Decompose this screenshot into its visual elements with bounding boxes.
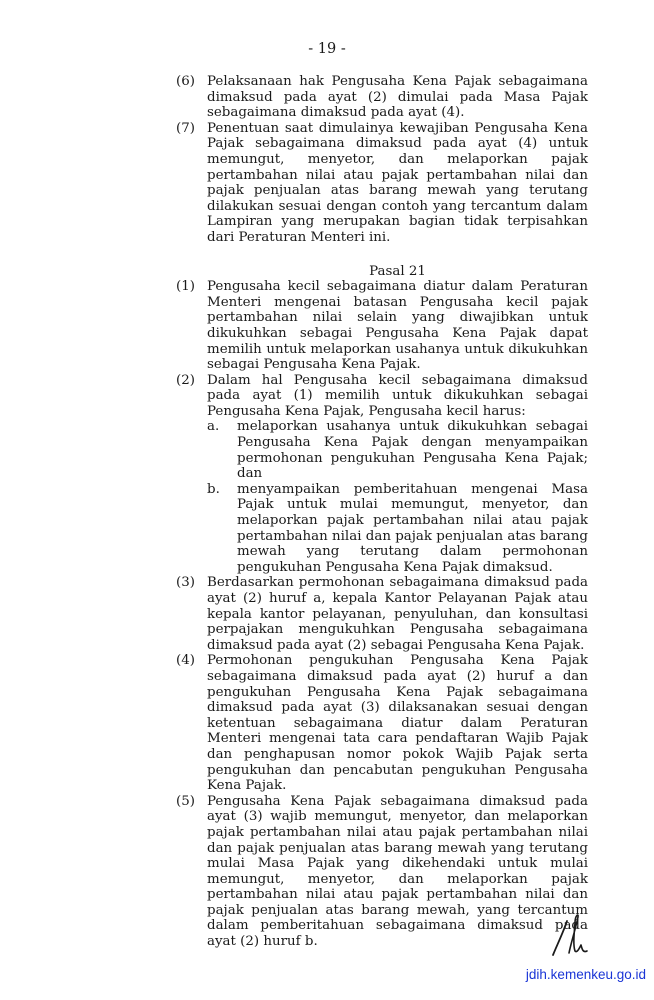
paragraph-item-4 — [176, 653, 588, 793]
sub-item-label: a. — [207, 419, 220, 435]
sub-item-text: menyampaikan pemberitahuan mengenai Masa Pajak untuk mulai memungut, menyetor, dan melaporkan pajak pertambahan nilai atau pajak pertambahan nilai dan pajak penjualan atas barang mewah yang terutang dalam permohonan pengukuhan Pengusaha Kena Pajak dimaksud. — [237, 481, 588, 575]
paragraph-number: (7) — [176, 120, 195, 136]
document-body — [176, 74, 588, 950]
sub-item-a — [207, 419, 588, 481]
paragraph-text: Berdasarkan permohonan sebagaimana dimaksud pada ayat (2) huruf a, kepala Kantor Pelayanan Pajak atau kepala kantor pelayanan, penyuluhan, dan konsultasi perpajakan mengukuhkan Pengusaha sebagaimana dimaksud pada ayat (2) sebagai Pengusaha Kena Pajak. — [207, 575, 588, 653]
paragraph-item-3 — [176, 575, 588, 653]
paragraph-text: Dalam hal Pengusaha kecil sebagaimana dimaksud pada ayat (1) memilih untuk dikukuhkan sebagai Pengusaha Kena Pajak, Pengusaha kecil harus: — [207, 372, 588, 419]
sub-item-text: melaporkan usahanya untuk dikukuhkan sebagai Pengusaha Kena Pajak dengan menyampaikan permohonan pengukuhan Pengusaha Kena Pajak; dan — [237, 419, 588, 482]
paragraph-text: Permohonan pengukuhan Pengusaha Kena Pajak sebagaimana dimaksud pada ayat (2) huruf a dan pengukuhan Pengusaha Kena Pajak sebagaimana dimaksud pada ayat (3) dilaksanakan sesuai dengan ketentuan sebagaimana diatur dalam Peraturan Menteri mengenai tata cara pendaftaran Wajib Pajak dan penghapusan nomor pokok Wajib Pajak serta pengukuhan dan pencabutan pengukuhan Pengusaha Kena Pajak. — [207, 653, 588, 794]
paragraph-number: (6) — [176, 74, 195, 89]
sub-item-label: b. — [207, 481, 220, 497]
paragraph-text: Pengusaha Kena Pajak sebagaimana dimaksud pada ayat (3) wajib memungut, menyetor, dan melaporkan pajak pertambahan nilai atau pajak pertambahan nilai dan pajak penjualan atas barang mewah yang terutang mulai Masa Pajak yang dikehendaki untuk mulai memungut, menyetor, dan melaporkan pajak pertambahan nilai atau pajak pertambahan nilai dan pajak penjualan atas barang mewah, yang tercantum dalam pemberitahuan sebagaimana dimaksud pada ayat (2) huruf b. — [207, 793, 588, 950]
paragraph-item-6 — [176, 74, 588, 121]
paragraph-text: Penentuan saat dimulainya kewajiban Pengusaha Kena Pajak sebagaimana dimaksud pada ayat (4) untuk memungut, menyetor, dan melaporkan pajak pertambahan nilai atau pajak pertambahan nilai dan pajak penjualan atas barang mewah yang terutang dilakukan sesuai dengan contoh yang tercantum dalam Lampiran yang merupakan bagian tidak terpisahkan dari Peraturan Menteri ini. — [207, 120, 588, 245]
paragraph-text: Pelaksanaan hak Pengusaha Kena Pajak sebagaimana dimaksud pada ayat (2) dimulai pada Masa Pajak sebagaimana dimaksud pada ayat (4). — [207, 74, 588, 121]
sub-item-b — [207, 482, 588, 576]
paragraph-item-1 — [176, 279, 588, 373]
paragraph-item-7 — [176, 121, 588, 246]
sub-list — [207, 419, 588, 575]
paragraph-item-5 — [176, 794, 588, 950]
paragraph-text: Pengusaha kecil sebagaimana diatur dalam Peraturan Menteri mengenai batasan Pengusaha kecil pajak pertambahan nilai selain yang diwajibkan untuk dikukuhkan sebagai Pengusaha Kena Pajak dapat memilih untuk melaporkan usahanya untuk dikukuhkan sebagai Pengusaha Kena Pajak. — [207, 279, 588, 373]
paragraph-item-2 — [176, 373, 588, 576]
paragraph-number: (3) — [176, 575, 195, 591]
page-number: - 19 - — [308, 41, 346, 57]
article-heading: Pasal 21 — [369, 263, 426, 279]
paragraph-number: (5) — [176, 793, 195, 809]
paragraph-number: (1) — [176, 279, 195, 295]
paragraph-number: (2) — [176, 372, 195, 388]
paragraph-content — [207, 373, 588, 576]
footer-url[interactable]: jdih.kemenkeu.go.id — [525, 967, 646, 982]
initial-signature — [545, 913, 591, 959]
paragraph-number: (4) — [176, 653, 195, 669]
